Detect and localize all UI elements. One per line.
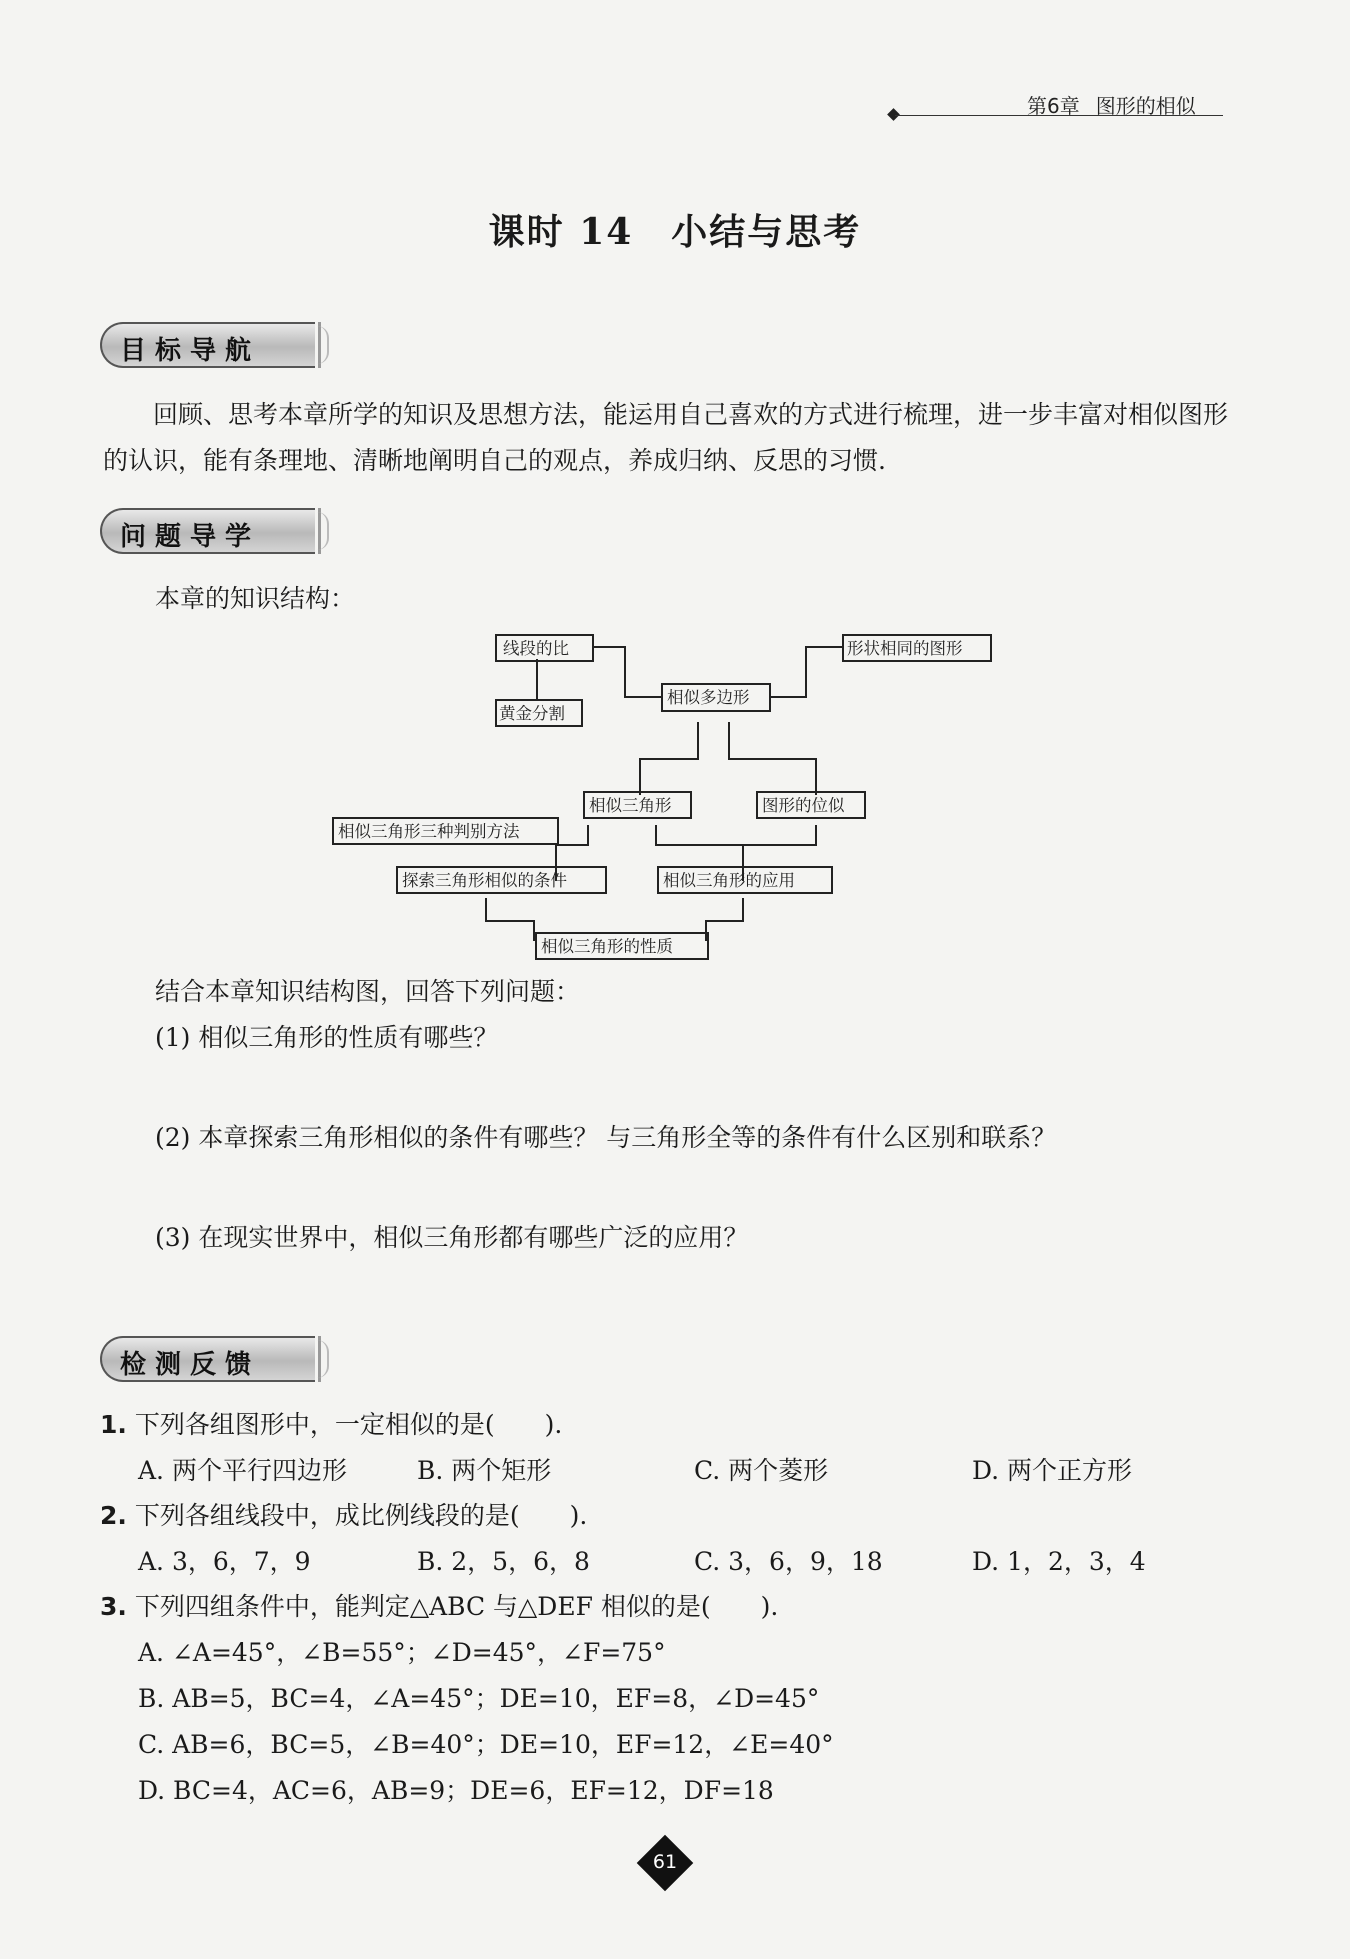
exercise-3-option-b: B. AB=5，BC=4，∠A=45°；DE=10，EF=8，∠D=45° — [138, 1684, 820, 1713]
exercise-2-option-b: B. 2，5，6，8 — [417, 1547, 590, 1576]
section-badge-guide — [100, 508, 315, 554]
combine-instruction: 结合本章知识结构图，回答下列问题： — [155, 977, 581, 1006]
exercise-2-option-a: A. 3，6，7，9 — [138, 1547, 311, 1576]
exercise-2-option-c: C. 3，6，9，18 — [694, 1547, 883, 1576]
exercise-stem: 下列各组线段中，成比例线段的是( ). — [134, 1501, 588, 1530]
exercise-3 — [100, 1587, 778, 1623]
badge-stripe — [317, 512, 329, 550]
exercise-3-option-c: C. AB=6，BC=5，∠B=40°；DE=10，EF=12，∠E=40° — [138, 1730, 834, 1759]
badge-stripe — [317, 1340, 329, 1378]
node-same-shape: 形状相同的图形 — [847, 639, 963, 658]
badge-stripe — [317, 326, 329, 364]
node-ratio: 线段的比 — [503, 639, 569, 658]
guide-question-3: (3) 在现实世界中，相似三角形都有哪些广泛的应用？ — [155, 1223, 749, 1252]
connector-polygon-position — [729, 722, 816, 795]
node-properties: 相似三角形的性质 — [541, 937, 673, 956]
exercise-number: 3. — [100, 1592, 127, 1621]
exercise-2 — [100, 1496, 587, 1532]
node-three-methods: 相似三角形三种判别方法 — [338, 822, 520, 841]
running-header — [1027, 90, 1196, 119]
exercise-1-option-d: D. 两个正方形 — [972, 1456, 1133, 1485]
section-badge-goal — [100, 322, 315, 368]
connector-shape-polygon — [770, 647, 842, 697]
exercise-stem: 下列四组条件中，能判定△ABC 与△DEF 相似的是( ). — [134, 1592, 779, 1621]
connector-position-application — [743, 825, 816, 845]
node-golden: 黄金分割 — [499, 704, 565, 723]
node-explore: 探索三角形相似的条件 — [402, 871, 567, 890]
node-application: 相似三角形的应用 — [663, 871, 795, 890]
node-similar-polygon: 相似多边形 — [667, 688, 750, 707]
section-badge-feedback — [100, 1336, 315, 1382]
exercise-3-option-d: D. BC=4，AC=6，AB=9；DE=6，EF=12，DF=18 — [138, 1776, 774, 1805]
exercise-1 — [100, 1405, 562, 1441]
exercise-1-option-c: C. 两个菱形 — [694, 1456, 829, 1485]
exercise-2-option-d: D. 1，2，3，4 — [972, 1547, 1146, 1576]
connector-application-properties — [706, 898, 743, 941]
chapter-label: 第6章 — [1027, 94, 1080, 118]
badge-label: 目标导航 — [120, 336, 261, 366]
goal-paragraph: 回顾、思考本章所学的知识及思想方法，能运用自己喜欢的方式进行梳理，进一步丰富对相似图形的认识，能有条理地、清晰地阐明自己的观点，养成归纳、反思的习惯. — [103, 400, 1229, 475]
chapter-title: 图形的相似 — [1095, 94, 1196, 118]
node-similar-triangle: 相似三角形 — [589, 796, 672, 815]
badge-label: 问题导学 — [120, 522, 261, 552]
badge-label: 检测反馈 — [120, 1350, 261, 1380]
structure-label: 本章的知识结构： — [155, 584, 356, 613]
guide-question-1: (1) 相似三角形的性质有哪些？ — [155, 1023, 499, 1052]
connector-ratio-polygon — [593, 647, 662, 697]
exercise-stem: 下列各组图形中，一定相似的是( ). — [134, 1410, 563, 1439]
exercise-1-option-a: A. 两个平行四边形 — [138, 1456, 347, 1485]
lesson-title: 课时 14 小结与思考 — [488, 211, 862, 253]
exercise-number: 2. — [100, 1501, 127, 1530]
connector-polygon-triangle — [640, 722, 698, 795]
node-position: 图形的位似 — [762, 796, 845, 815]
exercise-3-option-a: A. ∠A=45°，∠B=55°；∠D=45°，∠F=75° — [138, 1638, 666, 1667]
knowledge-structure-diagram — [0, 620, 1350, 970]
exercise-number: 1. — [100, 1410, 127, 1439]
connector-explore-properties — [486, 898, 534, 941]
page-number: 61 — [652, 1851, 678, 1873]
exercise-1-option-b: B. 两个矩形 — [417, 1456, 552, 1485]
guide-question-2: (2) 本章探索三角形相似的条件有哪些？ 与三角形全等的条件有什么区别和联系？ — [155, 1123, 1057, 1152]
